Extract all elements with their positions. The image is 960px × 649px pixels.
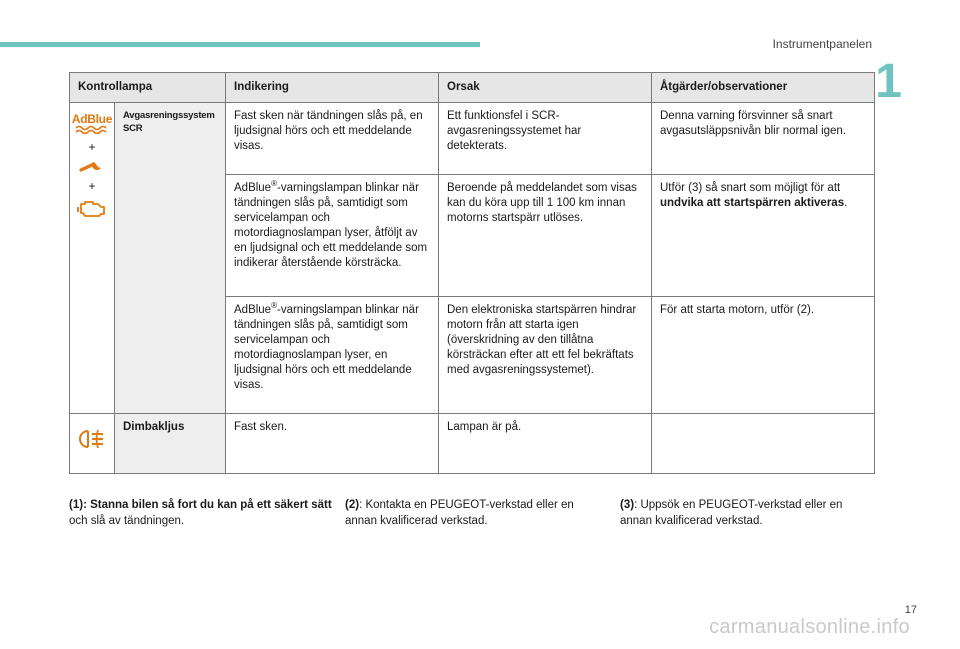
action-cell: För att starta motorn, utför (2). [652,297,875,414]
cause-cell: Den elektroniska startspärren hindrar motorn från att starta igen (överskridning av den tillåtna körsträckan efter att ett fel bekräftats med avgasreningssystemet). [439,297,652,414]
indication-cell: AdBlue®-varningslampan blinkar när tändningen slås på, samtidigt som servicelampan och motordiagnoslampan lyser, åtföljt av en ljudsignal och ett meddelande som indikerar återstående körsträcka. [226,175,439,297]
column-header-kontrollampa: Kontrollampa [70,73,226,103]
cause-cell: Lampan är på. [439,414,652,474]
lamp-label-fog: Dimbakljus [123,421,185,433]
indication-cell: AdBlue®-varningslampan blinkar när tändningen slås på, samtidigt som servicelampan och motordiagnoslampan lyser, en ljudsignal hörs och ett meddelande visas. [226,297,439,414]
action-cell: Denna varning försvinner så snart avgasutsläppsnivån blir normal igen. [652,103,875,175]
cause-cell: Beroende på meddelandet som visas kan du köra upp till 1 100 km innan motorns startspärr utlöses. [439,175,652,297]
table-row [70,414,875,474]
header-accent-bar [0,42,480,47]
plus-sign: + [88,179,96,193]
section-title: Instrumentpanelen [772,37,872,51]
watermark: carmanualsonline.info [709,616,910,638]
warning-lamp-table [69,72,875,474]
indication-cell: Fast sken. [226,414,439,474]
column-header-indikering: Indikering [226,73,439,103]
lamp-label-fog-cell [115,414,226,474]
page-number: 17 [904,604,917,616]
lamp-label-scr: Avgasreningssystem SCR [123,110,215,134]
cause-cell: Ett funktionsfel i SCR-avgasreningssystemet har detekterats. [439,103,652,175]
footnote-3: (3): Uppsök en PEUGEOT-verkstad eller en annan kvalificerad verkstad. [620,499,843,527]
table-header-row [70,73,875,103]
lamp-label-scr-cell [115,103,226,414]
table-row [70,103,875,175]
action-cell [652,414,875,474]
wrench-icon [79,159,105,173]
rear-fog-icon-cell [70,414,115,474]
footnote-2: (2): Kontakta en PEUGEOT-verkstad eller en annan kvalificerad verkstad. [345,499,574,527]
plus-sign: + [88,140,96,154]
indication-cell: Fast sken när tändningen slås på, en ljudsignal hörs och ett meddelande visas. [226,103,439,175]
engine-icon [77,198,107,218]
action-cell: Utför (3) så snart som möjligt för att undvika att startspärren aktiveras. [652,175,875,297]
column-header-atgarder: Åtgärder/observationer [652,73,875,103]
column-header-orsak: Orsak [439,73,652,103]
adblue-icon: AdBlue [72,113,112,134]
scr-icon-cell [70,103,115,414]
footnote-1: (1): Stanna bilen så fort du kan på ett säkert sätt och slå av tändningen. [69,499,332,527]
chapter-number: 1 [875,55,902,108]
rear-fog-icon [78,428,106,450]
